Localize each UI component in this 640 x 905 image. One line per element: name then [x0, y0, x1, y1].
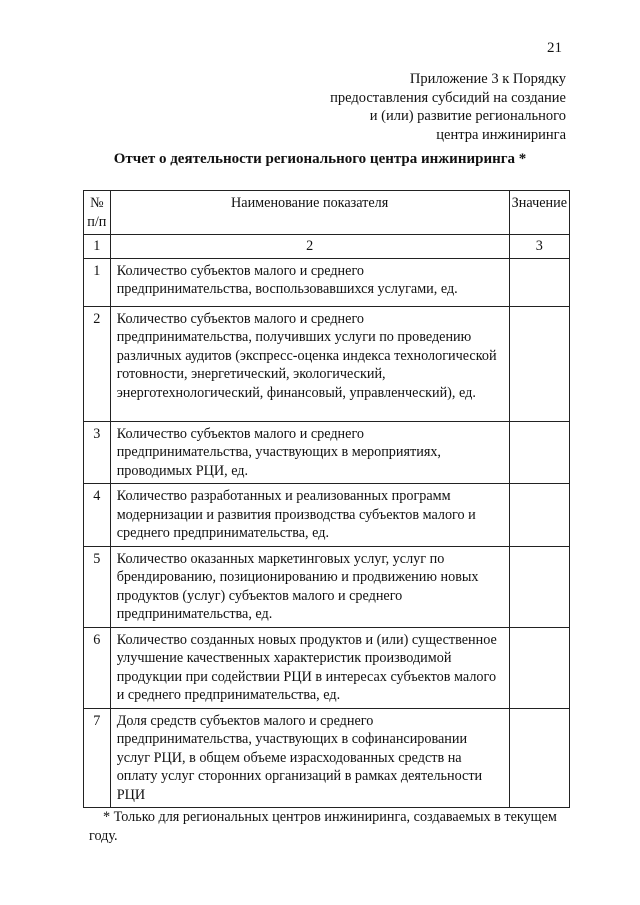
index-cell: 3 [509, 235, 569, 259]
footnote: * Только для региональных центров инжиниринга, создаваемых в текущем году. [89, 809, 557, 844]
row-number: 5 [84, 546, 111, 627]
appendix-caption [266, 70, 566, 144]
table-row [84, 546, 570, 627]
page-number: 21 [547, 40, 562, 56]
column-index-row [84, 235, 570, 259]
table-row [84, 306, 570, 421]
table-row [84, 258, 570, 306]
appendix-line: Приложение 3 к Порядку [409, 71, 566, 87]
table-row [84, 708, 570, 808]
row-number: 1 [84, 258, 111, 306]
row-number: 3 [84, 421, 111, 484]
header-name-cell: Наименование показателя [110, 191, 509, 235]
row-value [509, 627, 569, 708]
table-header-row [84, 191, 570, 235]
index-cell: 1 [84, 235, 111, 259]
table-row [84, 484, 570, 547]
header-number-cell: № п/п [84, 191, 111, 235]
row-value [509, 421, 569, 484]
row-indicator-name: Количество субъектов малого и среднего предпринимательства, воспользовавшихся услугами, ед. [110, 258, 509, 306]
row-number: 4 [84, 484, 111, 547]
table-row [84, 421, 570, 484]
row-indicator-name: Доля средств субъектов малого и среднего предпринимательства, участвующих в софинансировании услуг РЦИ, в общем объеме израсходованных средств на оплату услуг сторонних организаций в рамках деятельности РЦИ [110, 708, 509, 808]
row-indicator-name: Количество разработанных и реализованных программ модернизации и развития производства субъектов малого и среднего предпринимательства, ед. [110, 484, 509, 547]
appendix-line: и (или) развитие регионального [369, 108, 566, 124]
row-indicator-name: Количество созданных новых продуктов и (или) существенное улучшение качественных характеристик производимой продукции при содействии РЦИ в интересах субъектов малого и среднего предпринимательства, ед. [110, 627, 509, 708]
row-value [509, 708, 569, 808]
table-row [84, 627, 570, 708]
row-indicator-name: Количество субъектов малого и среднего предпринимательства, получивших услуги по проведению различных аудитов (экспресс-оценка индекса технологической готовности, энергетический, экологический, энерготехнологический, финансовый, управленческий), ед. [110, 306, 509, 421]
report-title: Отчет о деятельности регионального центра инжиниринга * [113, 151, 527, 167]
row-value [509, 546, 569, 627]
row-number: 7 [84, 708, 111, 808]
row-indicator-name: Количество оказанных маркетинговых услуг, услуг по брендированию, позиционированию и продвижению новых продуктов (услуг) субъектов малого и среднего предпринимательства, ед. [110, 546, 509, 627]
row-value [509, 258, 569, 306]
row-value [509, 484, 569, 547]
row-number: 6 [84, 627, 111, 708]
appendix-line: предоставления субсидий на создание [330, 89, 566, 106]
index-cell: 2 [110, 235, 509, 259]
row-value [509, 306, 569, 421]
report-table [83, 190, 570, 808]
header-value-cell: Значение [509, 191, 569, 235]
row-indicator-name: Количество субъектов малого и среднего предпринимательства, участвующих в мероприятиях, проводимых РЦИ, ед. [110, 421, 509, 484]
appendix-line: центра инжиниринга [436, 126, 566, 143]
row-number: 2 [84, 306, 111, 421]
